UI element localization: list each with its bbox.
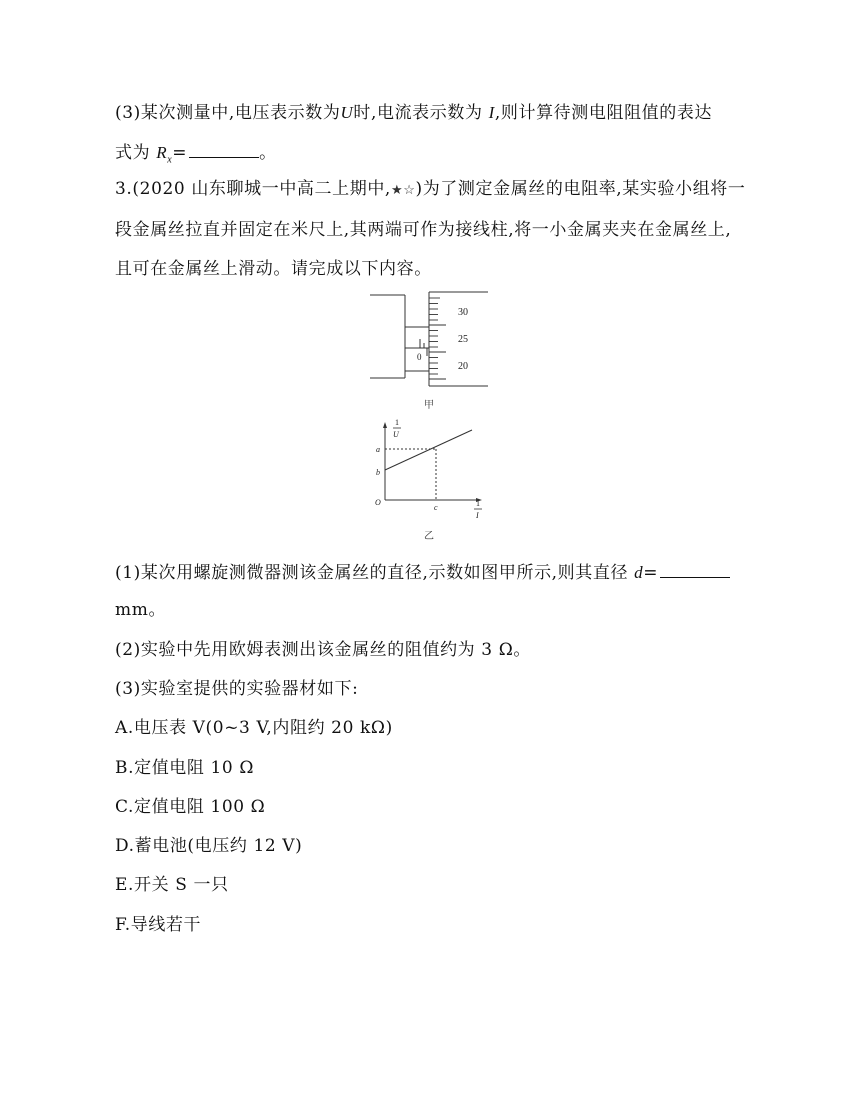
label-b: b [376,468,380,477]
problem3-line2: 段金属丝拉直并固定在米尺上,其两端可作为接线柱,将一小金属夹夹在金属丝上, [115,220,732,240]
micrometer-figure [368,290,493,390]
var-i: I [488,103,495,122]
problem3-line3: 且可在金属丝上滑动。请完成以下内容。 [115,259,432,279]
main-scale-zero: 0 [417,352,422,362]
difficulty-star-outline-icon: ☆ [403,183,416,198]
problem3-line1: 3.(2020 山东聊城一中高二上期中,★☆)为了测定金属丝的电阻率,某实验小组将一 [115,179,746,199]
var-rx: $R_x$ [156,143,173,166]
var-u: U [340,103,354,122]
figure-jia-caption: 甲 [424,400,434,411]
figure-yi-caption: 乙 [424,531,434,542]
graph-figure [368,412,493,524]
q3-part3-line1: (3)某次测量中,电压表示数为U时,电流表示数为 I,则计算待测电阻阻值的表达 [115,103,713,123]
equipment-item-c: C.定值电阻 100 Ω [115,797,266,817]
answer-blank-d[interactable] [660,559,730,578]
equipment-item-d: D.蓄电池(电压约 12 V) [115,836,303,856]
part1-line2: mm。 [115,600,167,620]
x-axis-numerator: 1 [476,499,480,508]
difficulty-star-icon: ★ [390,183,404,198]
label-origin: O [375,498,381,507]
equipment-item-b: B.定值电阻 10 Ω [115,758,255,778]
equipment-item-f: F.导线若干 [115,915,202,935]
var-d: d [634,563,644,582]
equipment-item-e: E.开关 S 一只 [115,875,229,895]
y-axis-arrow [383,422,387,428]
equipment-item-a: A.电压表 V(0~3 V,内阻约 20 kΩ) [115,718,393,738]
q3-part3-line2: 式为 $R_x=$ 。 [115,139,277,172]
scale-label-20: 20 [458,361,468,372]
scale-label-25: 25 [458,334,468,345]
label-c: c [434,503,438,512]
y-axis-denominator: U [393,430,399,439]
thimble-ticks [429,298,446,379]
part3-line: (3)实验室提供的实验器材如下: [115,679,359,699]
label-a: a [376,445,380,454]
part2-line: (2)实验中先用欧姆表测出该金属丝的阻值约为 3 Ω。 [115,640,531,660]
part1-line1: (1)某次用螺旋测微器测该金属丝的直径,示数如图甲所示,则其直径 d= [115,559,730,585]
answer-blank-rx[interactable] [189,139,259,158]
y-axis-numerator: 1 [395,418,399,427]
x-axis-denominator: I [476,511,479,520]
scale-label-30: 30 [458,307,468,318]
